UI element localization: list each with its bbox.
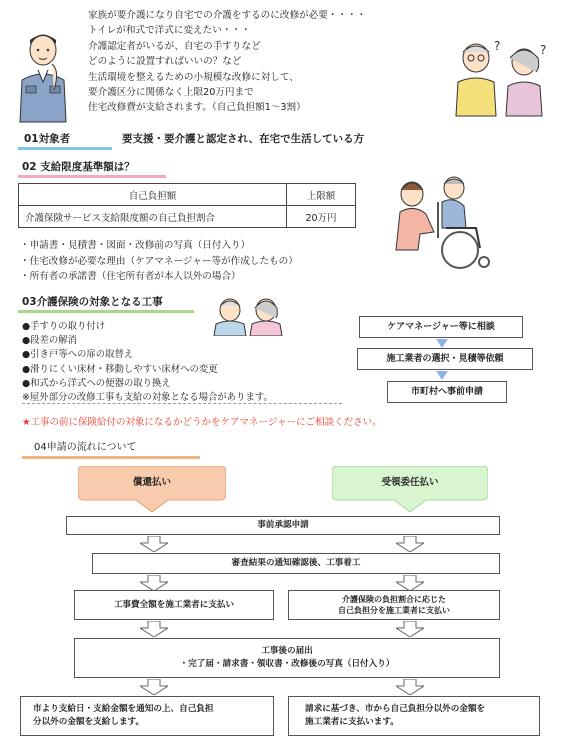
section-limit-underline — [18, 175, 166, 178]
flow-left-pay: 工事費全額を施工業者に支払い — [74, 590, 274, 620]
flow-post-docs: ・完了届・請求書・領収書・改修後の写真（日付入り） — [179, 659, 395, 669]
intro-line: 家族が要介護になり自宅での介護をするのに改修が必要・・・・ — [88, 10, 367, 21]
works-item: ●引き戸等への扉の取替え — [22, 349, 134, 361]
section-flow-underline — [22, 456, 200, 459]
flow-arrow-icon — [140, 536, 168, 552]
flow-left-final-line: 分以外の金額を支給します。 — [33, 717, 145, 727]
section-works-underline — [18, 310, 194, 313]
flow-left-final-line: 市より支給日・支給金額を通知の上、自己負担 — [33, 704, 214, 714]
flow-pre-approval: 事前承認申請 — [66, 516, 500, 535]
flow-right-pay-line: 自己負担分を施工業者に支払い — [338, 606, 450, 615]
flow-left-final — [20, 696, 274, 736]
document-item: ・申請書・見積書・図面・改修前の写真（日付入り） — [20, 240, 251, 251]
step-arrow-icon — [432, 371, 452, 380]
flow-arrow-icon — [396, 621, 424, 637]
table-header-limit: 上限額 — [287, 184, 356, 206]
flow-right-final-line: 請求に基づき、市から自己負担分以外の金額を — [305, 704, 486, 714]
worker-illustration — [14, 30, 72, 125]
works-list — [22, 320, 273, 405]
notice-text: ★工事の前に保険給付の対象になるかどうかをケアマネージャーにご相談ください。 — [22, 417, 382, 428]
works-item: ●滑りにくい床材・移動しやすい床材への変更 — [22, 363, 218, 375]
flow-right-pay — [288, 590, 500, 620]
section-works-title: 03介護保険の対象となる工事 — [22, 296, 163, 308]
table-cell-limit: 20万円 — [287, 206, 356, 228]
elderly-couple-illustration — [448, 36, 553, 118]
flow-arrow-icon — [140, 575, 168, 591]
flow-right-pay-line: 介護保険の負担割合に応じた — [342, 595, 446, 604]
svg-text:?: ? — [540, 43, 547, 57]
intro-line: 要介護区分に関係なく上限20万円まで — [88, 87, 254, 99]
table-header-copay: 自己負担額 — [19, 184, 287, 206]
flow-arrow-icon — [140, 621, 168, 637]
section-limit-title: 02 支給限度基準額は？ — [22, 161, 135, 173]
limit-table — [18, 183, 356, 228]
delegated-label: 受領委任払い — [381, 477, 439, 488]
works-item: ※屋外部分の改修工事も支給の対象となる場合があります。 — [22, 392, 273, 404]
table-cell-copay: 介護保険サービス支給限度額の自己負担割合 — [19, 206, 287, 228]
section-flow-title: 04申請の流れについて — [34, 442, 137, 453]
step-arrow-icon — [432, 339, 452, 348]
flow-arrow-icon — [396, 679, 424, 695]
required-documents — [20, 238, 298, 285]
works-item: ●手すりの取り付け — [22, 321, 106, 332]
flow-right-final-line: 施工業者に支払います。 — [305, 717, 399, 727]
section-target-underline — [18, 147, 112, 150]
step-contractor: 施工業者の選択・見積等依頼 — [357, 348, 533, 370]
intro-line: 介護認定者がいるが、自宅の手すりなど — [88, 40, 261, 52]
section-target-title: 01対象者 — [24, 133, 71, 145]
works-item: ●和式から洋式への便器の取り換え — [22, 377, 171, 389]
intro-line: トイレが和式で洋式に変えたい・・・ — [88, 25, 251, 37]
intro-line: 住宅改修費が支給されます。（自己負担額1～3割） — [88, 102, 306, 114]
document-item: ・住宅改修が必要な理由（ケアマネージャー等が作成したもの） — [20, 255, 298, 267]
step-consult: ケアマネージャー等に相談 — [359, 316, 523, 338]
document-item: ・所有者の承諾書（住宅所有者が本人以外の場合） — [20, 271, 241, 283]
flow-arrow-icon — [140, 679, 168, 695]
section-target-text: 要支援・要介護と認定され、在宅で生活している方 — [122, 133, 365, 145]
intro-line: どのように設置すればいいの？など — [88, 56, 242, 68]
flow-right-final — [288, 696, 540, 736]
reimbursement-label: 償還払い — [132, 477, 171, 488]
works-list-underline — [22, 403, 342, 404]
flow-arrow-icon — [396, 575, 424, 591]
intro-line: 生活環境を整えるための小規模な改修に対して、 — [88, 71, 299, 83]
reimbursement-header — [78, 466, 226, 512]
works-item: ●段差の解消 — [22, 335, 78, 347]
flow-review: 審査結果の通知確認後、工事着工 — [92, 553, 500, 574]
svg-text:?: ? — [494, 39, 501, 53]
flow-post-report — [74, 638, 500, 678]
wheelchair-illustration — [390, 172, 500, 272]
flow-arrow-icon — [396, 536, 424, 552]
step-apply: 市町村へ事前申請 — [387, 381, 507, 403]
intro-text — [88, 8, 458, 116]
delegated-header — [332, 466, 488, 512]
flow-post-title: 工事後の届出 — [261, 646, 313, 656]
